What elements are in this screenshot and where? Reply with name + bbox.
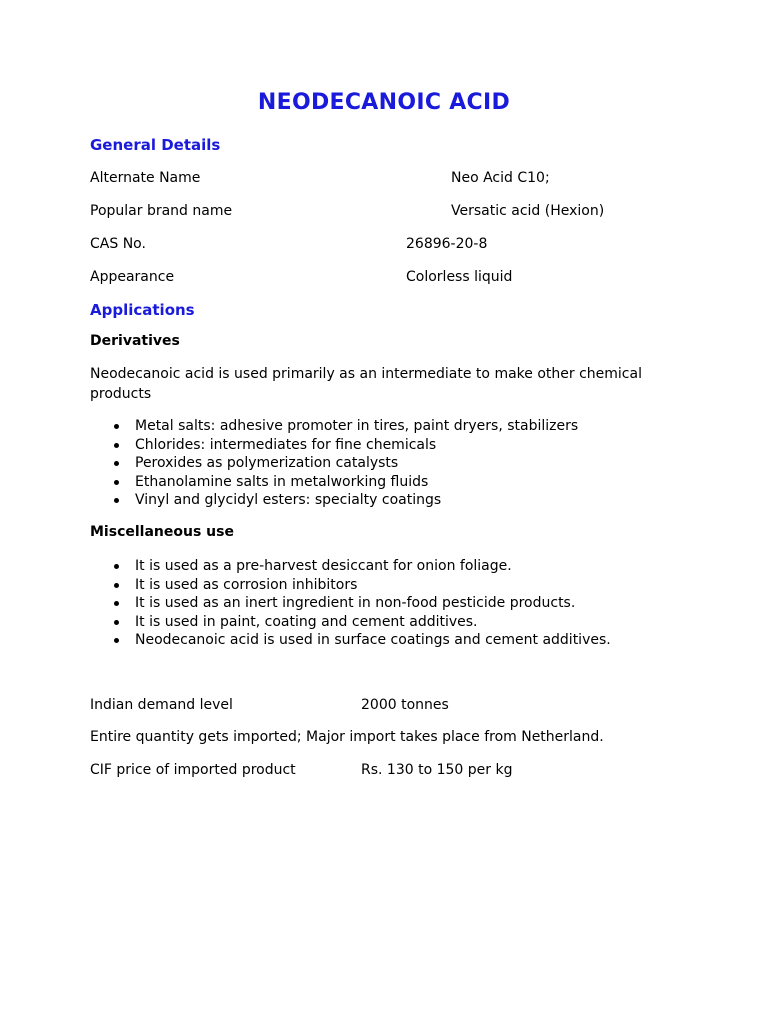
cif-price-row [90, 762, 690, 782]
list-item: Peroxides as polymerization catalysts [90, 454, 690, 473]
bullet-icon [114, 498, 119, 503]
detail-label: Appearance [90, 269, 175, 285]
misc-use-heading: Miscellaneous use [90, 524, 234, 540]
list-item: Ethanolamine salts in metalworking fluids [90, 473, 690, 492]
bullet-icon [114, 564, 119, 569]
list-item: It is used as corrosion inhibitors [90, 576, 690, 595]
detail-value: Neo Acid C10; [451, 170, 550, 186]
list-item: It is used as a pre-harvest desiccant for onion foliage. [90, 557, 690, 576]
applications-heading: Applications [90, 301, 195, 319]
detail-label: Popular brand name [90, 203, 233, 219]
cif-price-label: CIF price of imported product [90, 762, 296, 778]
bullet-icon [114, 461, 119, 466]
bullet-icon [114, 620, 119, 625]
bullet-icon [114, 601, 119, 606]
detail-label: Alternate Name [90, 170, 201, 186]
detail-row-alternate-name [90, 170, 690, 190]
list-item: It is used as an inert ingredient in non-food pesticide products. [90, 594, 690, 613]
bullet-icon [114, 638, 119, 643]
cif-price-value: Rs. 130 to 150 per kg [361, 762, 513, 778]
detail-label: CAS No. [90, 236, 146, 252]
detail-value: Versatic acid (Hexion) [451, 203, 605, 219]
detail-value: Colorless liquid [406, 269, 513, 285]
demand-label: Indian demand level [90, 697, 233, 713]
detail-row-brand-name [90, 203, 690, 223]
bullet-icon [114, 480, 119, 485]
derivatives-heading: Derivatives [90, 333, 180, 349]
demand-value: 2000 tonnes [361, 697, 449, 713]
list-item: It is used in paint, coating and cement additives. [90, 613, 690, 632]
page-title: NEODECANOIC ACID [257, 90, 511, 115]
demand-row [90, 697, 690, 717]
derivatives-intro: Neodecanoic acid is used primarily as an intermediate to make other chemical products [90, 366, 642, 402]
import-note: Entire quantity gets imported; Major import takes place from Netherland. [90, 729, 604, 745]
misc-use-list [90, 557, 690, 650]
list-item: Neodecanoic acid is used in surface coatings and cement additives. [90, 631, 690, 650]
bullet-icon [114, 443, 119, 448]
list-item: Chlorides: intermediates for fine chemicals [90, 436, 690, 455]
bullet-icon [114, 583, 119, 588]
general-details-heading: General Details [90, 136, 221, 154]
bullet-icon [114, 424, 119, 429]
detail-value: 26896-20-8 [406, 236, 488, 252]
detail-row-appearance [90, 269, 690, 289]
list-item: Vinyl and glycidyl esters: specialty coatings [90, 491, 690, 510]
list-item: Metal salts: adhesive promoter in tires, paint dryers, stabilizers [90, 417, 690, 436]
derivatives-list [90, 417, 690, 510]
detail-row-cas-no [90, 236, 690, 256]
